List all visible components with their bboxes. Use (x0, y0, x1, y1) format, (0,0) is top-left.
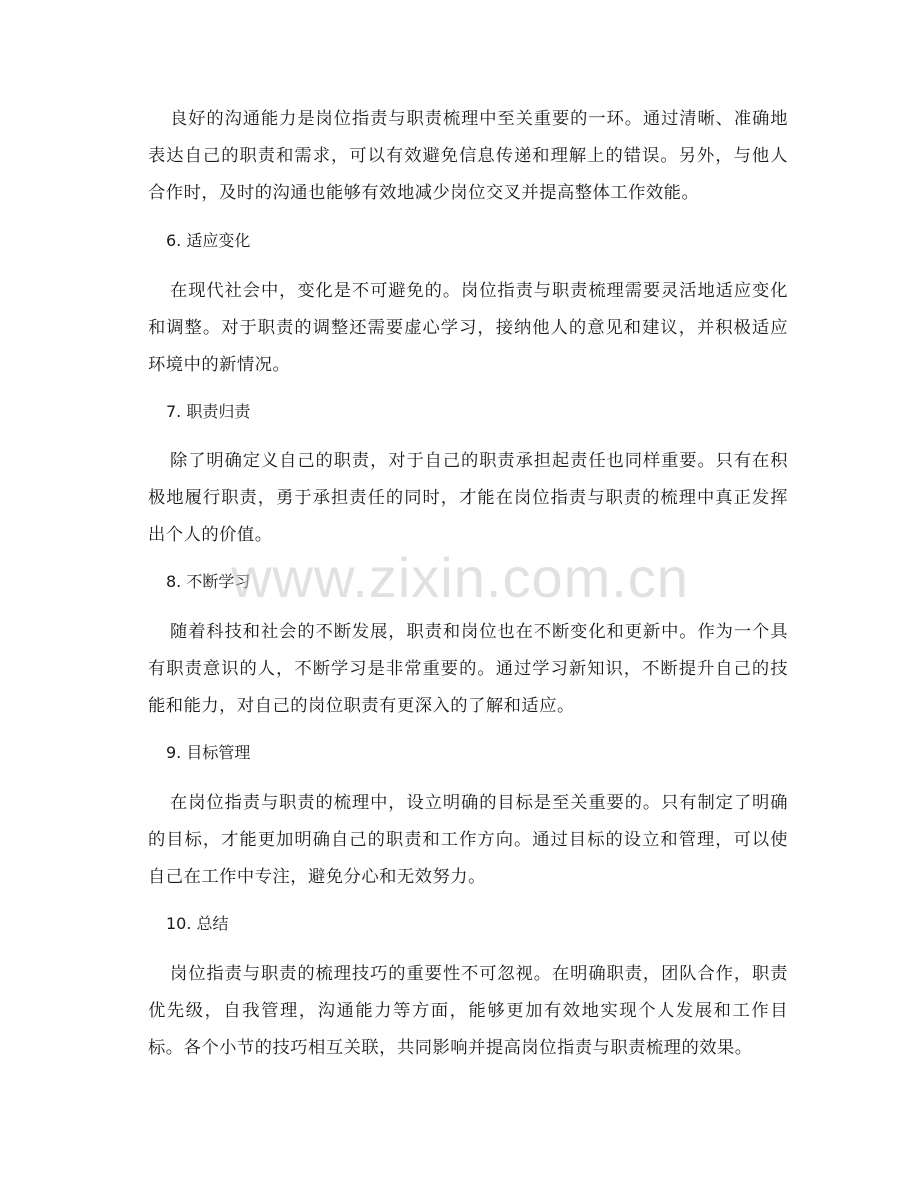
heading-adapt-to-change (148, 226, 788, 256)
paragraph-accountability (148, 443, 788, 554)
heading-summary (148, 909, 788, 939)
paragraph-adapt-to-change (148, 273, 788, 384)
paragraph-text: 在现代社会中，变化是不可避免的。岗位指责与职责梳理需要灵活地适应变化和调整。对于职责的调整还需要虚心学习，接纳他人的意见和建议，并积极适应环境中的新情况。 (148, 281, 788, 375)
section-heading: 6. 适应变化 (166, 231, 251, 250)
heading-accountability (148, 397, 788, 427)
paragraph-text: 除了明确定义自己的职责，对于自己的职责承担起责任也同样重要。只有在积极地履行职责，勇于承担责任的同时，才能在岗位指责与职责的梳理中真正发挥出个人的价值。 (148, 451, 788, 545)
heading-goal-management (148, 738, 788, 768)
paragraph-text: 在岗位指责与职责的梳理中，设立明确的目标是至关重要的。只有制定了明确的目标，才能更加明确自己的职责和工作方向。通过目标的设立和管理，可以使自己在工作中专注，避免分心和无效努力。 (148, 793, 788, 887)
paragraph-goal-management (148, 785, 788, 896)
watermark: www.zixin.com.cn (231, 546, 689, 609)
paragraph-text: 随着科技和社会的不断发展，职责和岗位也在不断变化和更新中。作为一个具有职责意识的人，不断学习是非常重要的。通过学习新知识，不断提升自己的技能和能力，对自己的岗位职责有更深入的了解和适应。 (148, 622, 788, 716)
section-heading: 7. 职责归责 (166, 402, 251, 421)
section-heading: 8. 不断学习 (166, 572, 251, 591)
heading-continuous-learning (148, 567, 788, 597)
paragraph-communication (148, 101, 788, 212)
section-heading: 9. 目标管理 (166, 743, 251, 762)
section-heading: 10. 总结 (166, 914, 229, 933)
paragraph-text: 岗位指责与职责的梳理技巧的重要性不可忽视。在明确职责，团队合作，职责优先级，自我管理，沟通能力等方面，能够更加有效地实现个人发展和工作目标。各个小节的技巧相互关联，共同影响并提高岗位指责与职责梳理的效果。 (148, 964, 788, 1058)
paragraph-continuous-learning (148, 614, 788, 725)
paragraph-text: 良好的沟通能力是岗位指责与职责梳理中至关重要的一环。通过清晰、准确地表达自己的职责和需求，可以有效避免信息传递和理解上的错误。另外，与他人合作时，及时的沟通也能够有效地减少岗位交叉并提高整体工作效能。 (148, 109, 788, 203)
paragraph-summary (148, 956, 788, 1067)
